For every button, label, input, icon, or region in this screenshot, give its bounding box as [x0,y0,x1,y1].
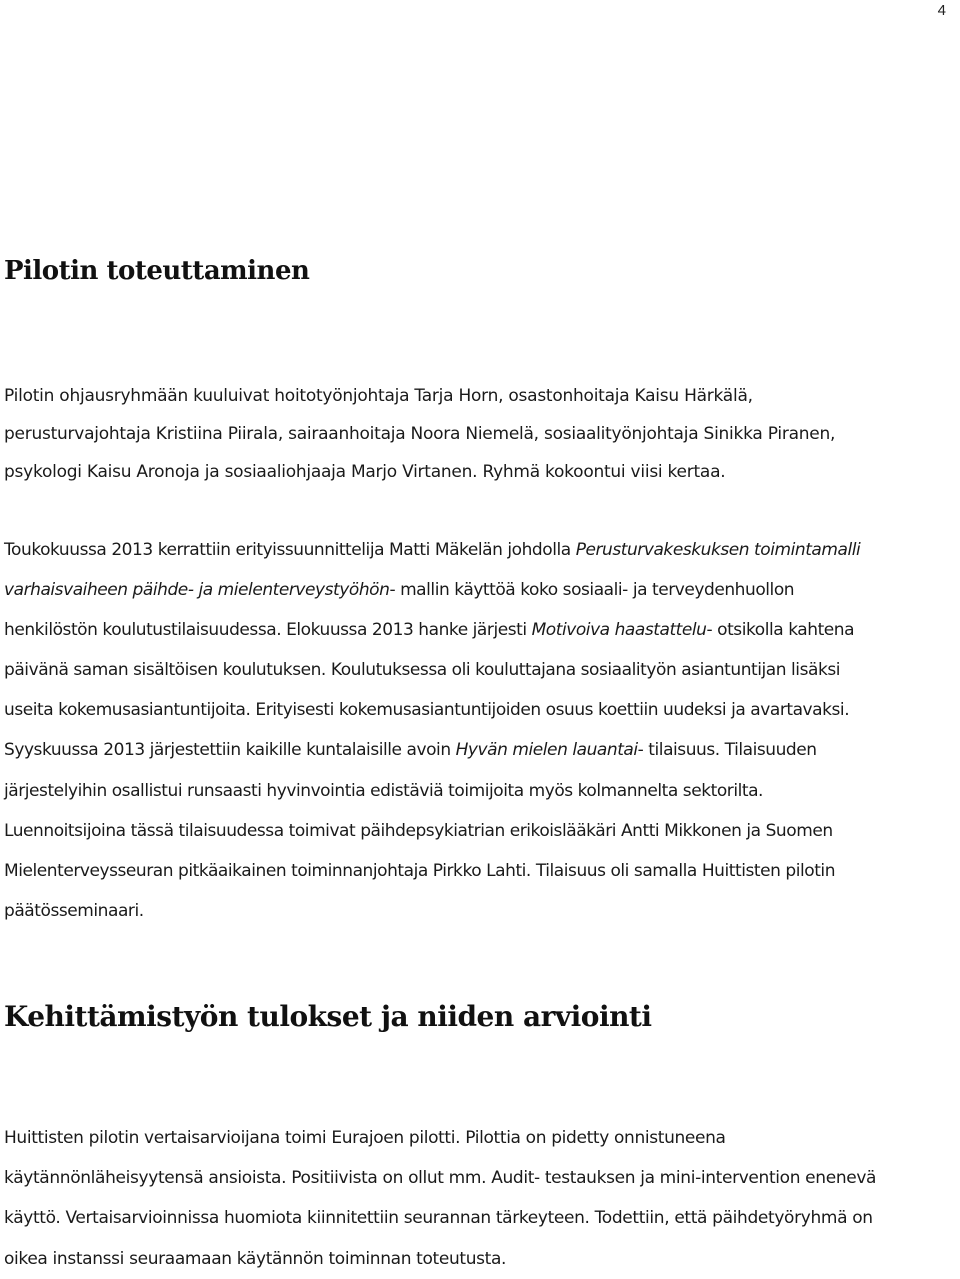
italic-title: varhaisvaiheen päihde- ja mielenterveystyöhön [4,580,390,601]
text-line: oikea instanssi seuraamaan käytännön toiminnan toteutusta. [4,1248,507,1269]
text-line: järjestelyihin osallistui runsaasti hyvinvointia edistäviä toimijoita myös kolmannelta sektorilta. [4,780,764,801]
text-line: käyttö. Vertaisarvioinnissa huomiota kiinnitettiin seurannan tärkeyteen. Todettiin, että päihdetyöryhmä on [4,1208,873,1229]
text-line: perusturvajohtaja Kristiina Piirala, sairaanhoitaja Noora Niemelä, sosiaalityönjohtaja Sinikka Piranen, [4,424,836,444]
text-run: - tilaisuus. Tilaisuuden [637,740,817,761]
text-line: käytännönläheisyytensä ansioista. Positiivista on ollut mm. Audit- testauksen ja mini-intervention enenevä [4,1168,877,1189]
text-line [4,730,954,770]
text-run: Syyskuussa 2013 järjestettiin kaikille kuntalaisille avoin [4,740,456,761]
text-line: päivänä saman sisältöisen koulutuksen. Koulutuksessa oli kouluttajana sosiaalityön asiantuntijan lisäksi [4,660,841,681]
page-number: 4 [937,2,946,19]
text-line: Huittisten pilotin vertaisarvioijana toimi Eurajoen pilotti. Pilottia on pidetty onnistuneena [4,1128,726,1148]
text-line: Mielenterveysseuran pitkäaikainen toiminnanjohtaja Pirkko Lahti. Tilaisuus oli samalla Huittisten pilotin [4,860,836,881]
text-line: Luennoitsijoina tässä tilaisuudessa toimivat päihdepsykiatrian erikoislääkäri Antti Mikkonen ja Suomen [4,820,833,841]
text-line: päätösseminaari. [4,900,144,921]
text-run: Toukokuussa 2013 kerrattiin erityissuunnittelija Matti Mäkelän johdolla [4,540,576,560]
text-line [4,530,954,570]
italic-title: Perusturvakeskuksen toimintamalli [575,540,861,560]
section-heading-pilotin-toteuttaminen: Pilotin toteuttaminen [4,256,310,286]
paragraph-trainings [4,530,954,931]
paragraph-steering-group [4,377,954,491]
text-run: - otsikolla kahtena [706,620,855,641]
text-line [4,610,954,650]
text-line: Pilotin ohjausryhmään kuuluivat hoitotyönjohtaja Tarja Horn, osastonhoitaja Kaisu Härkälä, [4,386,753,406]
text-run: henkilöstön koulutustilaisuudessa. Elokuussa 2013 hanke järjesti [4,620,532,641]
paragraph-peer-evaluation [4,1118,954,1279]
italic-title: Hyvän mielen lauantai [455,740,638,761]
text-line: psykologi Kaisu Aronoja ja sosiaaliohjaaja Marjo Virtanen. Ryhmä kokoontui viisi kertaa. [4,462,726,482]
text-line: useita kokemusasiantuntijoita. Erityisesti kokemusasiantuntijoiden osuus koettiin uudeksi ja avartavaksi. [4,700,850,721]
italic-title: Motivoiva haastattelu [531,620,707,641]
text-run: - mallin käyttöä koko sosiaali- ja terveydenhuollon [389,580,795,601]
section-heading-kehittamistyon-tulokset: Kehittämistyön tulokset ja niiden arviointi [4,1000,652,1033]
text-line [4,570,954,610]
